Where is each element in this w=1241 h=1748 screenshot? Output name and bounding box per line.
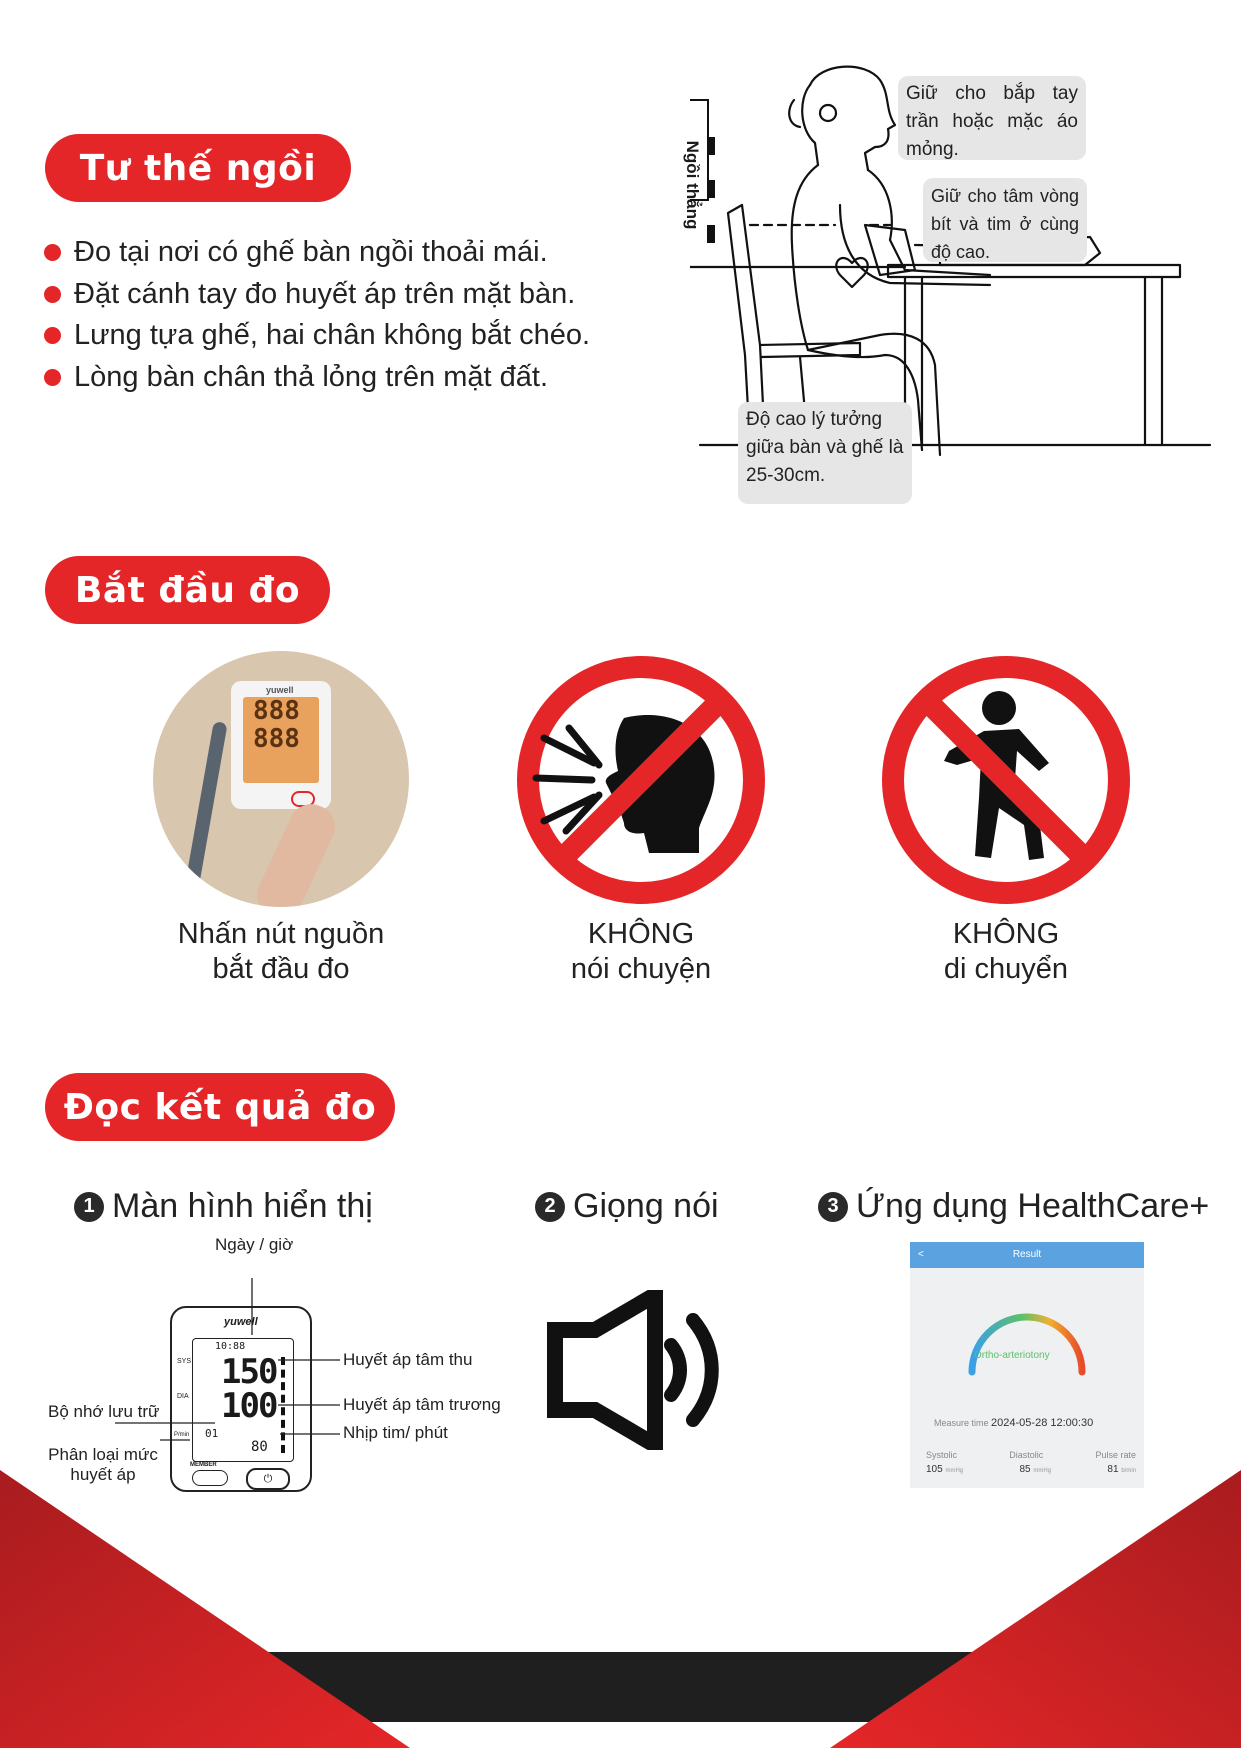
measure-time-row: Measure time 2024-05-28 12:00:30 xyxy=(934,1417,1094,1429)
gauge-label: Ortho-arteriotony xyxy=(974,1350,1050,1361)
device-photo xyxy=(153,651,409,907)
section-title-start: Bắt đầu đo xyxy=(45,556,330,624)
pulse-readout: 80 xyxy=(251,1439,268,1455)
no-talking-icon xyxy=(514,653,768,907)
cuff-tube xyxy=(184,721,227,891)
app-header: < Result xyxy=(910,1242,1144,1268)
time-readout: 10:88 xyxy=(215,1341,246,1352)
bp-gauge xyxy=(960,1290,1094,1380)
footer-decoration xyxy=(0,1470,1241,1748)
number-2-icon: 2 xyxy=(535,1192,565,1222)
bullet-dot-icon xyxy=(44,327,61,344)
device-brand: yuwell xyxy=(266,685,294,695)
note-bare-arm: Giữ cho bắp tay trần hoặc mặc áo mỏng. xyxy=(898,76,1086,160)
label-diastolic: Huyết áp tâm trương xyxy=(343,1395,501,1414)
app-result-screen xyxy=(910,1242,1144,1488)
bullet-dot-icon xyxy=(44,369,61,386)
sit-straight-label: Ngồi thẳng xyxy=(683,140,702,230)
device-body xyxy=(231,681,331,809)
bullet-dot-icon xyxy=(44,286,61,303)
list-item: Lưng tựa ghế, hai chân không bắt chéo. xyxy=(42,315,590,357)
section-title-posture: Tư thế ngồi xyxy=(45,134,351,202)
finger xyxy=(250,797,342,907)
posture-bullet-list xyxy=(42,232,590,398)
caption-press-power: Nhấn nút nguồn bắt đầu đo xyxy=(177,918,385,985)
label-datetime: Ngày / giờ xyxy=(215,1235,294,1254)
label-memory: Bộ nhớ lưu trữ xyxy=(48,1402,160,1421)
section-title-read: Đọc kết quả đo xyxy=(45,1073,395,1141)
label-classify: Phân loại mức huyết áp xyxy=(48,1445,158,1484)
dia-unit: DIA xyxy=(177,1393,189,1400)
caption-no-talking: KHÔNG nói chuyện xyxy=(570,918,712,985)
pmin-unit: P/min xyxy=(174,1432,190,1438)
note-table-chair-height: Độ cao lý tưởng giữa bàn và ghế là 25-30cm. xyxy=(738,402,912,504)
method-voice-heading: 2 Giọng nói xyxy=(535,1187,719,1226)
method-display-heading: 1 Màn hình hiển thị xyxy=(74,1187,373,1226)
no-moving-icon xyxy=(879,653,1133,907)
list-item: Đặt cánh tay đo huyết áp trên mặt bàn. xyxy=(42,274,590,316)
member-label: MEMBER xyxy=(190,1462,217,1468)
memory-readout: 01 xyxy=(205,1427,219,1440)
app-result-values: 105 mmHg 85 mmHg 81 b/min xyxy=(926,1464,1136,1475)
device-screen: 888 888 xyxy=(243,697,319,783)
number-3-icon: 3 xyxy=(818,1192,848,1222)
number-1-icon: 1 xyxy=(74,1192,104,1222)
caption-no-moving: KHÔNG di chuyển xyxy=(943,918,1069,985)
speaker-icon xyxy=(543,1290,723,1450)
power-button-icon[interactable]: ⏻ xyxy=(246,1468,290,1490)
label-pulse: Nhịp tim/ phút xyxy=(343,1423,448,1442)
monitor-brand: yuwell xyxy=(224,1316,258,1328)
list-item: Lòng bàn chân thả lỏng trên mặt đất. xyxy=(42,357,590,399)
method-app-heading: 3 Ứng dụng HealthCare+ xyxy=(818,1187,1209,1226)
systolic-readout: 150 xyxy=(221,1352,277,1392)
diastolic-readout: 100 xyxy=(221,1386,277,1426)
sys-unit: SYS xyxy=(177,1358,192,1365)
back-button[interactable]: < xyxy=(918,1249,924,1260)
list-item: Đo tại nơi có ghế bàn ngồi thoải mái. xyxy=(42,232,590,274)
note-heart-level: Giữ cho tâm vòng bít và tim ở cùng độ cao. xyxy=(923,178,1087,262)
label-systolic: Huyết áp tâm thu xyxy=(343,1350,473,1369)
bullet-dot-icon xyxy=(44,244,61,261)
app-result-cols: Systolic Diastolic Pulse rate xyxy=(926,1450,1136,1460)
